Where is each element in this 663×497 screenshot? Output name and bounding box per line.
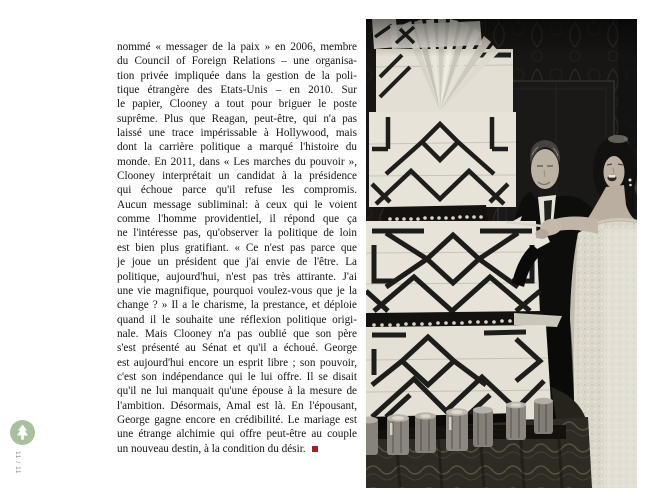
text-line: change ? » Il a le charisme, la prestance, et déploie bbox=[117, 299, 357, 312]
text-line: est aujourd'hui encore un esprit libre ; son pouvoir, bbox=[117, 356, 357, 369]
text-line: George gagne encore en crédibilité. Le mariage est bbox=[117, 413, 357, 426]
text-line: est bien plus gratifiant. « Ce n'est pas parce que bbox=[117, 241, 357, 254]
candle bbox=[534, 398, 553, 434]
article-text bbox=[117, 40, 357, 456]
candle bbox=[506, 402, 526, 440]
text-line: laissé une trace impérissable à Hollywood, mais bbox=[117, 127, 357, 140]
text-line: suprême. Plus que Reagan, peut-être, qui n'a pas bbox=[117, 112, 357, 125]
text-line: nale. Mais Clooney n'a pas oublié que son père bbox=[117, 327, 357, 340]
text-line: c'est son indépendance qui le lui offre. Il se disait bbox=[117, 370, 357, 383]
text-line: une vie magnifique, pourquoi voulez-vous que je la bbox=[117, 284, 357, 297]
text-line: comme l'homme providentiel, il répond que ça bbox=[117, 213, 357, 226]
text-line: tion privée impliquée dans la gestion de la poli- bbox=[117, 69, 357, 82]
text-line: tique étrangère des Etats-Unis – en 2010. Sur bbox=[117, 84, 357, 97]
end-of-article-marker bbox=[312, 446, 318, 452]
text-line: un nouveau destin, à la condition du désir. bbox=[117, 442, 357, 456]
candle bbox=[415, 412, 436, 453]
text-line: Aucun message subliminal: à ceux qui le voient bbox=[117, 198, 357, 211]
text-line: du Council of Foreign Relations – une organisa- bbox=[117, 55, 357, 68]
candle bbox=[387, 414, 409, 455]
photo-vignette bbox=[366, 19, 637, 57]
candle bbox=[473, 407, 493, 448]
text-line: je joue un président que j'ai envie de l'être. La bbox=[117, 256, 357, 269]
text-line: s'est présenté au Sénat et qu'il a échoué. George bbox=[117, 342, 357, 355]
text-line: quand il le souhaite une réflexion politique origi- bbox=[117, 313, 357, 326]
candle bbox=[446, 408, 468, 451]
text-line: une étrange alchimie qui offre peut-être au couple bbox=[117, 428, 357, 441]
page-indicator: 11 / 11 bbox=[14, 451, 21, 475]
text-line: dont la carrière politique a marqué l'histoire du bbox=[117, 141, 357, 154]
text-line: le papier, Clooney a tout pour briguer le poste bbox=[117, 98, 357, 111]
candle bbox=[366, 417, 378, 455]
text-line: qui échoue parce qu'il refuse les compromis. bbox=[117, 184, 357, 197]
text-line: qu'il ne lui manquait qu'une épouse à la mesure de bbox=[117, 385, 357, 398]
text-line: monde. En 2011, dans « Les marches du pouvoir », bbox=[117, 155, 357, 168]
text-line: Clooney interprétait un candidat à la présidence bbox=[117, 170, 357, 183]
text-line: ne l'intéresse pas, qu'observer la politique de loin bbox=[117, 227, 357, 240]
text-line: politique, aujourd'hui, n'est pas très attirante. J'ai bbox=[117, 270, 357, 283]
text-line: l'ambition. Désormais, Amal est là. En l'épousant, bbox=[117, 399, 357, 412]
scroll-top-button[interactable] bbox=[10, 420, 35, 445]
text-line: nommé « messager de la paix » en 2006, membre bbox=[117, 41, 357, 53]
arrow-up-tree-icon bbox=[10, 420, 35, 445]
wedding-photo bbox=[366, 19, 637, 488]
